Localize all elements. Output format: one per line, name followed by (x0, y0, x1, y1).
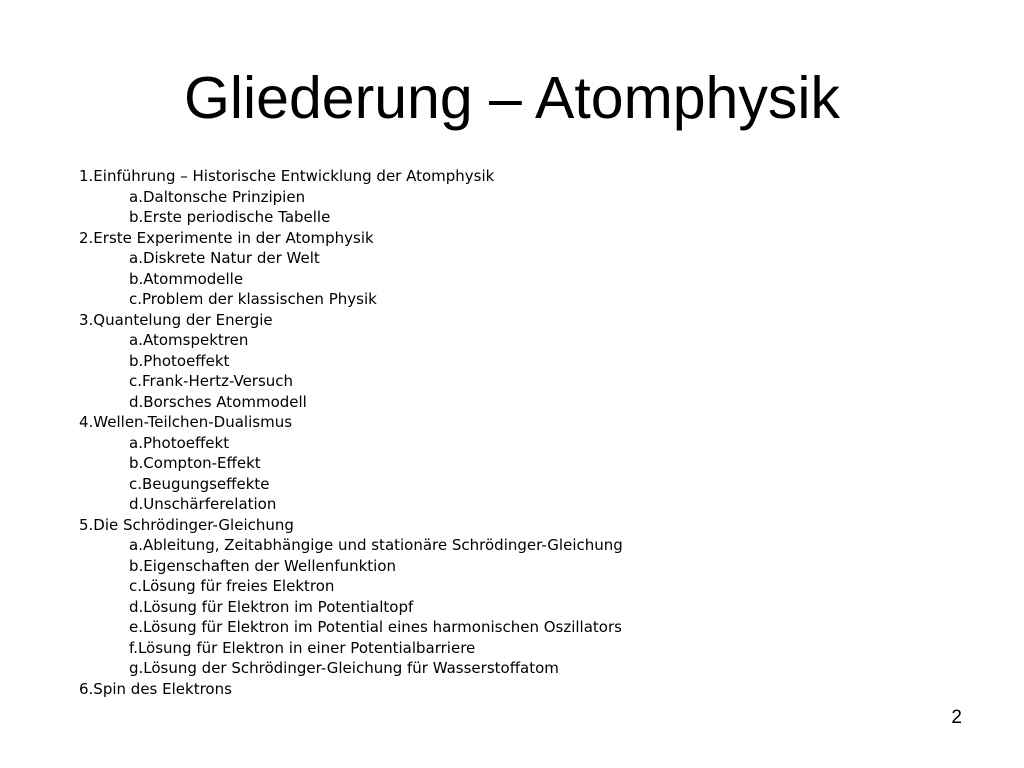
outline-subitem: c.Beugungseffekte (129, 474, 270, 493)
outline-section: 3.Quantelung der Energie (79, 310, 273, 329)
outline-subitem: a.Ableitung, Zeitabhängige und stationäre Schrödinger-Gleichung (129, 536, 623, 554)
outline-subitem: c.Problem der klassischen Physik (129, 290, 377, 308)
outline-section: 6.Spin des Elektrons (79, 679, 232, 698)
outline-subitem: a.Atomspektren (129, 331, 249, 349)
slide-title: Gliederung – Atomphysik (184, 65, 840, 131)
outline-subitem: d.Unschärferelation (129, 495, 277, 513)
outline-subitem: d.Borsches Atommodell (129, 392, 307, 411)
outline-subitem: g.Lösung der Schrödinger-Gleichung für Wasserstoffatom (129, 659, 559, 677)
outline-section: 5.Die Schrödinger-Gleichung (79, 515, 294, 534)
outline-section: 4.Wellen-Teilchen-Dualismus (79, 413, 293, 431)
page-number: 2 (951, 707, 962, 728)
outline-subitem: b.Atommodelle (129, 269, 244, 288)
outline-subitem: b.Erste periodische Tabelle (129, 208, 331, 226)
outline-subitem: a.Daltonsche Prinzipien (129, 187, 306, 206)
outline-subitem: e.Lösung für Elektron im Potential eines harmonischen Oszillators (129, 618, 622, 636)
outline-subitem: f.Lösung für Elektron in einer Potentialbarriere (129, 638, 476, 657)
outline-section: 2.Erste Experimente in der Atomphysik (79, 228, 374, 247)
outline-subitem: c.Frank-Hertz-Versuch (129, 372, 294, 390)
outline-subitem: b.Compton-Effekt (129, 454, 261, 472)
outline-subitem: c.Lösung für freies Elektron (129, 577, 335, 595)
outline-section: 1.Einführung – Historische Entwicklung der Atomphysik (79, 167, 495, 185)
outline-subitem: d.Lösung für Elektron im Potentialtopf (129, 597, 414, 616)
outline-subitem: a.Diskrete Natur der Welt (129, 249, 320, 267)
outline-subitem: b.Eigenschaften der Wellenfunktion (129, 556, 397, 575)
outline-subitem: a.Photoeffekt (129, 433, 230, 452)
outline-list (79, 166, 979, 699)
outline-subitem: b.Photoeffekt (129, 351, 230, 370)
